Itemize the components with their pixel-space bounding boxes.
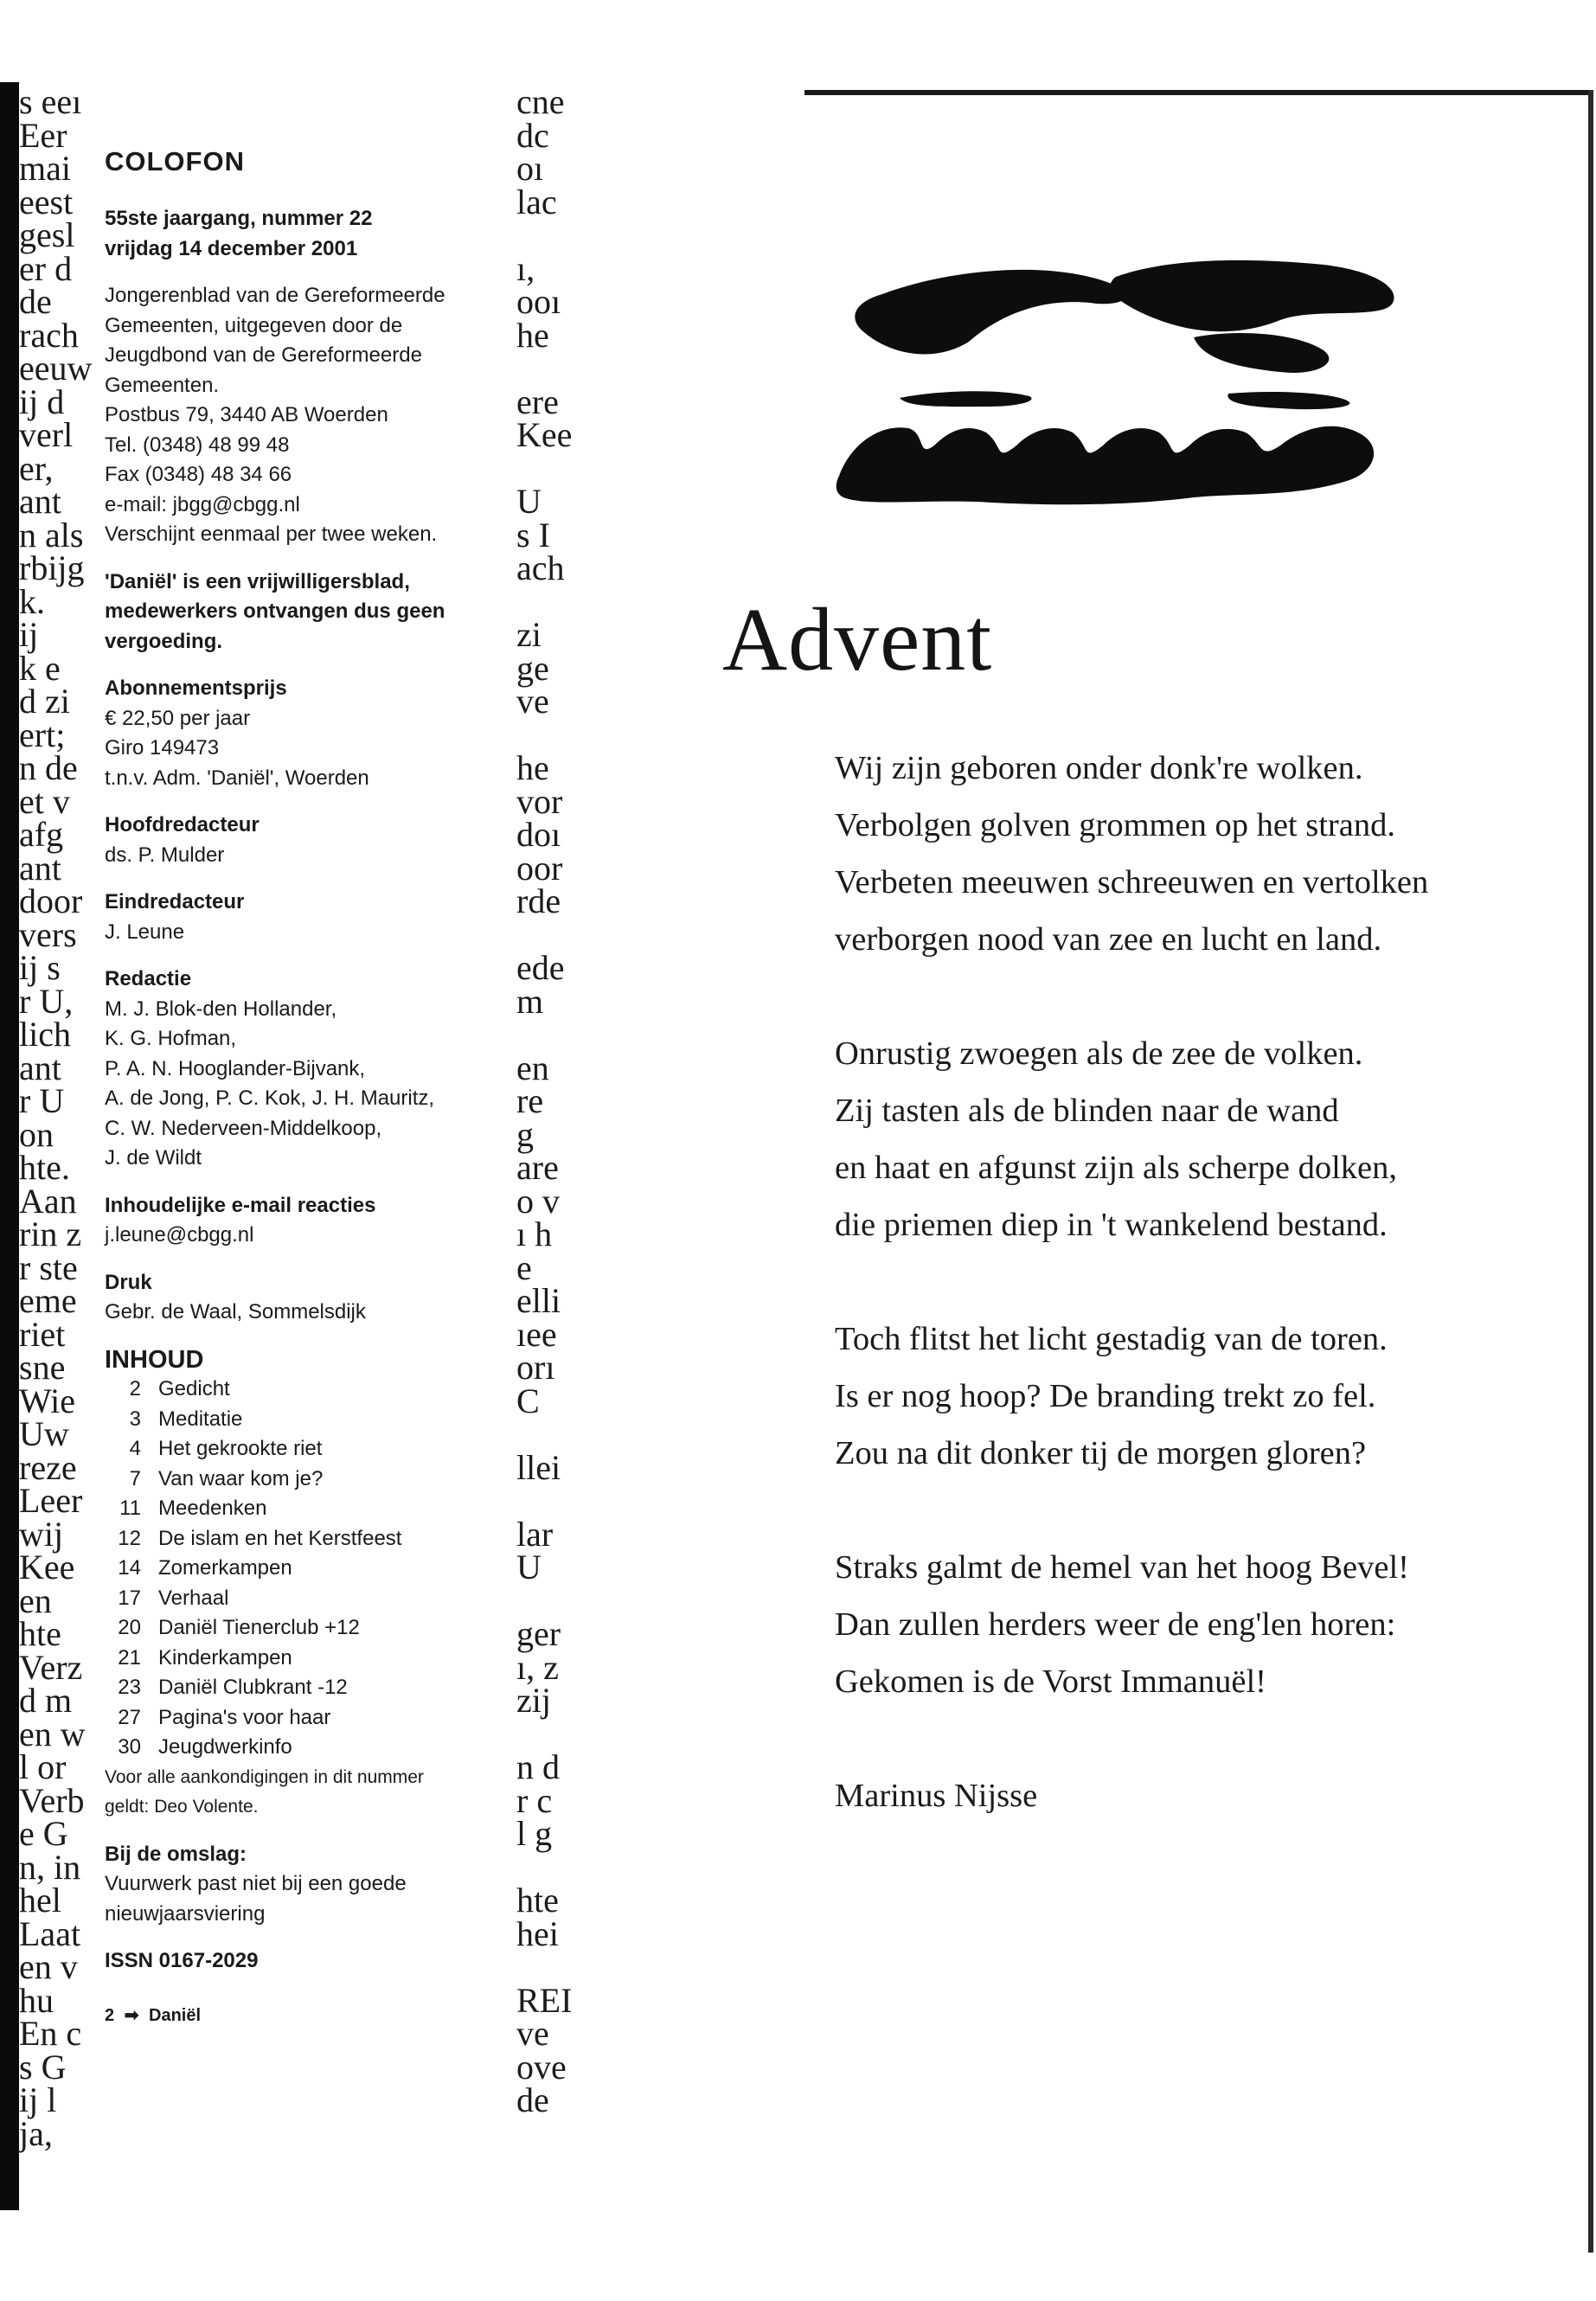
- bleed-fragment: lac: [516, 182, 557, 221]
- toc-entry: [105, 1733, 503, 1763]
- poem-stanza: [835, 740, 1544, 968]
- bleed-fragment: l or: [19, 1747, 67, 1786]
- brush-stroke: [900, 391, 1032, 407]
- bleed-fragment: ert;: [19, 715, 66, 754]
- bleed-fragment: En c: [19, 2014, 82, 2053]
- phone-line: Tel. (0348) 48 99 48: [105, 433, 290, 457]
- bleed-fragment: Verz: [19, 1647, 83, 1687]
- toc-page-number: 27: [118, 1705, 141, 1729]
- bleed-fragment: Aan: [19, 1181, 77, 1221]
- toc-title: Het gekrookte riet: [158, 1437, 323, 1460]
- bleed-fragment: doı: [516, 815, 561, 854]
- poem-stanza: [835, 1539, 1544, 1710]
- bleed-fragment: r U: [19, 1081, 65, 1120]
- email-reactions-heading: Inhoudelijke e-mail reacties: [105, 1193, 376, 1217]
- editor-name: C. W. Nederveen-Middelkoop,: [105, 1116, 382, 1140]
- brush-stroke: [1194, 333, 1329, 373]
- bleed-fragment: et v: [19, 781, 70, 821]
- toc-entry: [105, 1584, 503, 1614]
- toc-entry: [105, 1703, 503, 1734]
- bleed-fragment: wij: [19, 1514, 64, 1554]
- editor-name: J. de Wildt: [105, 1146, 202, 1170]
- bleed-fragment: Leer: [19, 1481, 83, 1520]
- bleed-fragment: vers: [19, 914, 77, 954]
- table-of-contents: [105, 1375, 503, 1763]
- brush-stroke: [855, 270, 1126, 355]
- editor-name: M. J. Blok-den Hollander,: [105, 997, 337, 1021]
- bleed-fragment: U: [516, 482, 542, 521]
- bleed-fragment: ant: [19, 848, 61, 888]
- subscription-heading: Abonnementsprijs: [105, 676, 287, 700]
- bleed-fragment: hu: [19, 1980, 54, 2020]
- poem-stanza: [835, 1025, 1544, 1253]
- bleed-fragment: d m: [19, 1681, 73, 1720]
- editorial-heading: Redactie: [105, 967, 192, 990]
- final-editor-heading: Eindredacteur: [105, 890, 245, 913]
- brush-illustration: [830, 260, 1427, 554]
- bleed-fragment: r c: [516, 1780, 553, 1820]
- poem-title: Advent: [722, 590, 993, 689]
- issn: ISSN 0167-2029: [105, 1949, 259, 1972]
- toc-title: Pagina's voor haar: [158, 1705, 331, 1729]
- bleed-fragment: rde: [516, 881, 561, 920]
- bleed-fragment: Uw: [19, 1414, 69, 1453]
- bleed-fragment: hel: [19, 1881, 61, 1920]
- bleed-fragment: U: [516, 1548, 542, 1586]
- bleed-fragment: en v: [19, 1947, 78, 1986]
- bleed-fragment: ger: [516, 1614, 561, 1653]
- toc-entry: [105, 1524, 503, 1554]
- final-editor-name: J. Leune: [105, 920, 185, 944]
- toc-title: Kinderkampen: [158, 1645, 292, 1670]
- toc-title: Gedicht: [158, 1377, 230, 1400]
- toc-entry: [105, 1405, 503, 1435]
- bleed-fragment: oor: [516, 848, 563, 888]
- bleed-fragment: C: [516, 1381, 540, 1420]
- toc-entry: [105, 1465, 503, 1495]
- toc-title: Meditatie: [158, 1407, 243, 1431]
- toc-title: Daniël Clubkrant -12: [158, 1676, 348, 1699]
- toc-page-number: 4: [129, 1437, 141, 1460]
- bleed-fragment: en w: [19, 1714, 86, 1753]
- toc-title: Zomerkampen: [158, 1556, 292, 1580]
- bleed-fragment: elli: [516, 1281, 561, 1320]
- bleed-fragment: on: [19, 1114, 54, 1154]
- brush-stroke: [836, 426, 1374, 505]
- toc-title: Jeugdwerkinfo: [158, 1735, 292, 1759]
- bleed-fragment: o v: [516, 1181, 560, 1221]
- toc-title: Van waar kom je?: [158, 1466, 324, 1490]
- bleed-fragment: s eeı: [19, 82, 82, 121]
- printer-name: Gebr. de Waal, Sommelsdijk: [105, 1300, 366, 1324]
- poem-line: Verbolgen golven grommen op het strand.: [835, 807, 1395, 843]
- poem-line: Toch flitst het licht gestadig van de toren.: [835, 1321, 1388, 1357]
- contents-heading: INHOUD: [105, 1345, 204, 1374]
- volunteer-note: medewerkers ontvangen dus geen: [105, 599, 445, 623]
- magazine-name: Daniël: [149, 2005, 202, 2025]
- toc-page-number: 17: [118, 1586, 141, 1610]
- bleed-fragment: ij: [19, 615, 39, 654]
- bleed-fragment: n, in: [19, 1847, 81, 1887]
- publisher-line: Jongerenblad van de Gereformeerde: [105, 284, 445, 307]
- bleed-fragment: ı, z: [516, 1647, 559, 1687]
- edition-date: vrijdag 14 december 2001: [105, 236, 358, 260]
- bleed-fragment: hei: [516, 1913, 559, 1953]
- scan-right-edge: [1588, 90, 1593, 2253]
- bleed-fragment: hte.: [19, 1148, 70, 1187]
- poem-line: Dan zullen herders weer de eng'len horen:: [835, 1606, 1396, 1643]
- poem-line: Zij tasten als de blinden naar de wand: [835, 1093, 1339, 1129]
- bleed-fragment: ge: [516, 648, 549, 688]
- bleed-fragment: m: [516, 981, 544, 1021]
- bleed-fragment: g: [516, 1114, 534, 1154]
- toc-page-number: 20: [118, 1616, 141, 1639]
- bleed-fragment: ja,: [19, 2113, 53, 2153]
- bleed-fragment: verl: [19, 415, 74, 454]
- publisher-line: Gemeenten.: [105, 373, 220, 397]
- bleed-fragment: ove: [516, 2047, 567, 2086]
- poem-line: verborgen nood van zee en lucht en land.: [835, 921, 1382, 958]
- toc-entry: [105, 1554, 503, 1584]
- bleed-fragment: riet: [19, 1314, 66, 1354]
- bleed-fragment: llei: [516, 1447, 561, 1487]
- toc-page-number: 23: [118, 1676, 141, 1699]
- bleed-fragment: Verb: [19, 1780, 85, 1820]
- bleed-fragment: en: [516, 1048, 549, 1087]
- email-line: e-mail: jbgg@cbgg.nl: [105, 492, 300, 516]
- bleed-fragment: ve: [516, 2014, 549, 2053]
- bleed-fragment: k.: [19, 581, 45, 621]
- editor-name: A. de Jong, P. C. Kok, J. H. Mauritz,: [105, 1086, 435, 1110]
- subscription-price: € 22,50 per jaar: [105, 706, 251, 730]
- toc-page-number: 30: [118, 1735, 141, 1759]
- toc-title: Meedenken: [158, 1497, 267, 1520]
- cover-text: nieuwjaarsviering: [105, 1901, 266, 1926]
- page-number: 2: [105, 2005, 115, 2025]
- bleed-fragment: lar: [516, 1514, 554, 1554]
- toc-page-number: 7: [129, 1466, 141, 1490]
- volunteer-note: 'Daniël' is een vrijwilligersblad,: [105, 569, 410, 593]
- bleed-fragment: Kee: [516, 415, 573, 454]
- volunteer-note: vergoeding.: [105, 629, 223, 653]
- scan-left-edge: [0, 82, 19, 2210]
- bleed-fragment: cne: [516, 82, 565, 121]
- bleed-fragment: Laat: [19, 1913, 81, 1953]
- bleed-fragment: lich: [19, 1015, 71, 1054]
- bleed-fragment: Kee: [19, 1548, 75, 1586]
- bleed-fragment: s G: [19, 2047, 67, 2086]
- colofon-title: COLOFON: [105, 146, 245, 176]
- bleed-fragment: eme: [19, 1281, 77, 1320]
- toc-entry: [105, 1613, 503, 1644]
- bleed-fragment: er,: [19, 448, 54, 488]
- bleed-fragment: zij: [516, 1681, 551, 1720]
- bleed-fragment: ij d: [19, 381, 65, 421]
- scan-top-edge: [804, 90, 1593, 95]
- address-line: Postbus 79, 3440 AB Woerden: [105, 403, 388, 426]
- bleed-fragment: zi: [516, 615, 542, 654]
- toc-page-number: 3: [129, 1407, 141, 1431]
- bleed-fragment: re: [516, 1081, 544, 1120]
- bleed-fragment: de: [19, 282, 52, 321]
- toc-page-number: 11: [119, 1497, 141, 1520]
- chief-editor-name: ds. P. Mulder: [105, 843, 225, 867]
- subscription-giro: Giro 149473: [105, 736, 220, 760]
- bleed-fragment: ı,: [516, 248, 535, 288]
- bleed-fragment: afg: [19, 815, 64, 854]
- bleed-fragment: rin z: [19, 1215, 82, 1253]
- poem-line: Zou na dit donker tij de morgen gloren?: [835, 1435, 1367, 1471]
- bleed-fragment: mai: [19, 149, 71, 188]
- poem-line: en haat en afgunst zijn als scherpe dolken,: [835, 1150, 1397, 1186]
- bleed-fragment: door: [19, 881, 83, 920]
- poem-line: Wij zijn geboren onder donk're wolken.: [835, 750, 1363, 786]
- publisher-block: [105, 281, 503, 550]
- bleed-fragment: ere: [516, 381, 559, 421]
- bleed-fragment: hte: [516, 1881, 559, 1920]
- poem-line: Is er nog hoop? De branding trekt zo fel.: [835, 1378, 1376, 1414]
- bleed-fragment: ooı: [516, 282, 561, 321]
- bleed-fragment: ıee: [516, 1314, 557, 1354]
- toc-page-number: 21: [118, 1645, 141, 1670]
- toc-page-number: 2: [129, 1377, 141, 1400]
- arrow-icon: ➡: [124, 2005, 139, 2025]
- colofon-column: [99, 145, 508, 2030]
- bleed-fragment: ede: [516, 948, 565, 987]
- bleed-fragment: Wie: [19, 1381, 76, 1420]
- bleed-fragment: sne: [19, 1348, 66, 1387]
- bleed-fragment: l g: [516, 1814, 553, 1853]
- toc-entry: [105, 1673, 503, 1703]
- email-reactions-address: j.leune@cbgg.nl: [105, 1223, 254, 1247]
- print-heading: Druk: [105, 1270, 152, 1294]
- fax-line: Fax (0348) 48 34 66: [105, 463, 292, 486]
- subscription-account: t.n.v. Adm. 'Daniël', Woerden: [105, 766, 369, 790]
- poem-line: Gekomen is de Vorst Immanuël!: [835, 1663, 1266, 1700]
- bleed-fragment: reze: [19, 1447, 77, 1487]
- bleed-fragment: e G: [19, 1814, 68, 1853]
- toc-entry: [105, 1375, 503, 1405]
- bleed-fragment: r ste: [19, 1247, 78, 1287]
- toc-title: De islam en het Kerstfeest: [158, 1526, 402, 1550]
- bleed-fragment: de: [516, 2080, 549, 2119]
- poem-line: Onrustig zwoegen als de zee de volken.: [835, 1035, 1363, 1072]
- editor-name: K. G. Hofman,: [105, 1027, 237, 1050]
- frequency-line: Verschijnt eenmaal per twee weken.: [105, 522, 438, 546]
- bleed-fragment: dc: [516, 115, 549, 155]
- brush-stroke: [1111, 260, 1394, 331]
- bleed-fragment: e: [516, 1247, 532, 1287]
- bleed-fragment: he: [516, 748, 549, 787]
- publisher-line: Jeugdbond van de Gereformeerde: [105, 343, 422, 367]
- bleed-fragment: he: [516, 315, 549, 355]
- poem-body: [835, 740, 1544, 1824]
- poem-line: Verbeten meeuwen schreeuwen en vertolken: [835, 864, 1429, 901]
- brush-stroke: [1227, 392, 1349, 409]
- poem-author: Marinus Nijsse: [835, 1778, 1038, 1814]
- edition-line: 55ste jaargang, nummer 22: [105, 207, 373, 230]
- editor-name: P. A. N. Hooglander-Bijvank,: [105, 1056, 366, 1080]
- toc-page-number: 14: [118, 1556, 141, 1580]
- bleed-fragment: rach: [19, 315, 79, 355]
- bleed-fragment: eeuw: [19, 349, 93, 388]
- bleed-fragment: n als: [19, 515, 84, 554]
- bleed-fragment: orı: [516, 1348, 555, 1387]
- poem-stanza: [835, 1311, 1544, 1482]
- bleed-fragment: d zi: [19, 682, 70, 721]
- page-footer: [105, 2001, 503, 2031]
- bleed-fragment: gesl: [19, 215, 75, 254]
- poem-line: die priemen diep in 't wankelend bestand.: [835, 1207, 1388, 1243]
- toc-entry: [105, 1644, 503, 1674]
- bleed-fragment: are: [516, 1148, 559, 1187]
- bleed-fragment: Eer: [19, 115, 67, 155]
- toc-title: Daniël Tienerclub +12: [158, 1616, 360, 1639]
- bleed-fragment: ij s: [19, 948, 61, 987]
- bleed-fragment: rbijg: [19, 548, 85, 587]
- bleed-fragment: hte: [19, 1614, 61, 1653]
- bleed-fragment: s I: [516, 515, 550, 554]
- bleed-fragment: ach: [516, 548, 565, 587]
- bleed-fragment: REI: [516, 1980, 573, 2020]
- bleed-fragment: n d: [516, 1747, 560, 1786]
- bleed-fragment: eest: [19, 182, 74, 221]
- contents-note: geldt: Deo Volente.: [105, 1797, 259, 1817]
- publisher-line: Gemeenten, uitgegeven door de: [105, 313, 403, 337]
- bleed-fragment: k e: [19, 648, 61, 688]
- poem-line: Straks galmt de hemel van het hoog Bevel!: [835, 1549, 1409, 1586]
- bleed-fragment: ı h: [516, 1215, 553, 1253]
- bleed-fragment: n de: [19, 748, 78, 787]
- toc-entry: [105, 1434, 503, 1465]
- contents-note: Voor alle aankondigingen in dit nummer: [105, 1766, 424, 1787]
- bleed-fragment: er d: [19, 248, 73, 288]
- toc-entry: [105, 1494, 503, 1524]
- bleed-fragment: oı: [516, 149, 544, 188]
- bleed-fragment: en: [19, 1580, 52, 1620]
- bleed-fragment: ant: [19, 482, 61, 521]
- bleed-fragment: ij l: [19, 2080, 57, 2119]
- cover-heading: Bij de omslag:: [105, 1842, 247, 1866]
- bleed-fragment: vor: [516, 781, 563, 821]
- toc-title: Verhaal: [158, 1586, 229, 1610]
- bleed-fragment: ant: [19, 1048, 61, 1087]
- cover-text: Vuurwerk past niet bij een goede: [105, 1872, 407, 1895]
- bleed-fragment: r U,: [19, 981, 74, 1021]
- toc-page-number: 12: [118, 1526, 141, 1550]
- chief-editor-heading: Hoofdredacteur: [105, 813, 260, 836]
- bleed-fragment: ve: [516, 682, 549, 721]
